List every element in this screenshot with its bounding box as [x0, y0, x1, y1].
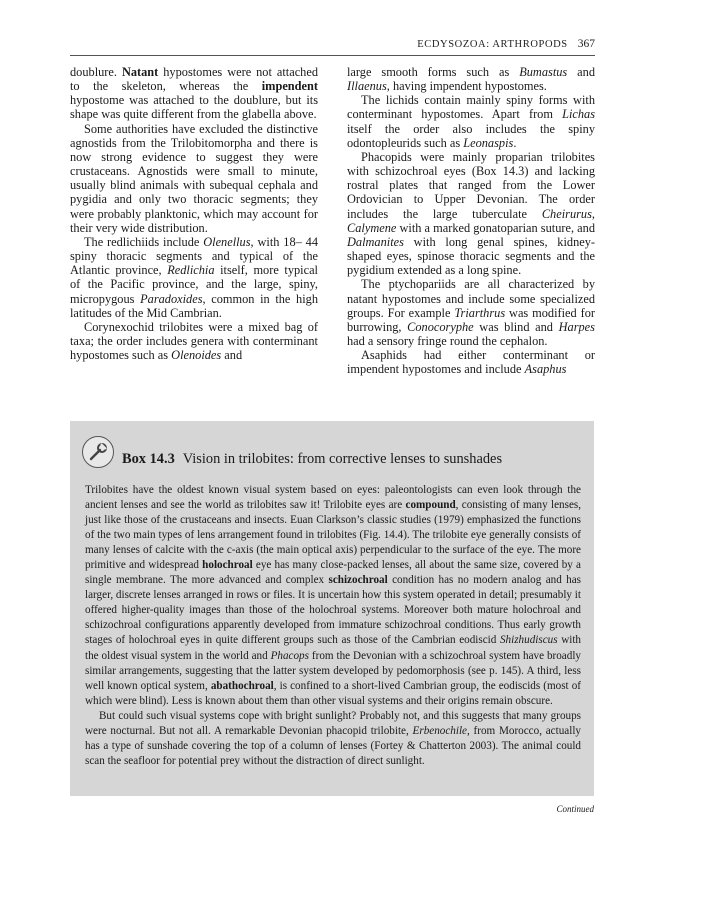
wrench-icon	[82, 436, 114, 468]
header-rule	[70, 55, 595, 56]
paragraph: The ptychopariids are all characterized by natant hypostomes and include some specialized groups. For example Triarthrus was modified for burrowing, Conocoryphe was blind and Harpes had a sensory fringe round the cephalon.	[347, 277, 595, 348]
paragraph: But could such visual systems cope with bright sunlight? Probably not, and this suggests that many groups were nocturnal. But not all. A remarkable Devonian phacopid trilobite, Erbenochile, from Morocco, actually has a type of sunshade covering the top of a column of lenses (Fortey & Chatterton 2003). The animal could scan the seafloor for potential prey without the distraction of direct sunlight.	[85, 709, 582, 767]
box-title-text: Vision in trilobites: from corrective lenses to sunshades	[182, 450, 503, 467]
box-14-3	[70, 421, 594, 796]
paragraph: Trilobites have the oldest known visual system based on eyes: paleontologists can even look through the ancient lenses and see the world as trilobites saw it! Trilobite eyes are compound, consisting of many lenses, just like those of the crustaceans and insects. Euan Clarkson’s classic studies (1979) emphasized the functions of the two main types of lens arrangement found in trilobites (Fig. 14.4). The trilobite eye generally consists of many lenses of calcite with the c-axis (the main optical axis) perpendicular to the surface of the eye. The more primitive and widespread holochroal eye has many close-packed lenses, all about the same size, covered by a single membrane. The more advanced and complex schizochroal condition has no modern analog and has larger, discrete lenses arranged in rows or files. It is uncertain how this system operated in detail; presumably it offered higher-quality images than those of the holochroal systems. Moreover both mature holochroal and schizochroal configurations apparently developed from immature schizochroal conditions. Thus early growth stages of holochroal eyes in quite different groups such as those of the Cambrian eodiscid Shizhudiscus with the oldest visual system in the world and Phacops from the Devonian with a schizochroal system have broadly similar arrangements, suggesting that the latter system developed by pedomorphosis (see p. 145). A third, less well known optical system, abathochroal, is confined to a short-lived Cambrian group, the eodiscids (most of which were blind). Less is known about them than other visual systems and their origins remain obscure.	[85, 484, 582, 707]
paragraph: Corynexochid trilobites were a mixed bag of taxa; the order includes genera with conterminant hypostomes such as Olenoides and	[70, 319, 318, 363]
paragraph: Asaphids had either conterminant or impendent hypostomes and include Asaphus	[347, 348, 595, 377]
box-body	[85, 483, 581, 769]
paragraph: Phacopids were mainly proparian trilobites with schizochroal eyes (Box 14.3) and lacking rostral plates that ranged from the Lower Ordovician to Upper Devonian. The order includes the large tuberculate Cheirurus, Calymene with a marked gonatoparian suture, and Dalmanites with long genal spines, kidney-shaped eyes, spinose thoracic segments and the pygidium extended as a long spine.	[347, 149, 595, 278]
paragraph: doublure. Natant hypostomes were not attached to the skeleton, whereas the impendent hypostome was attached to the doublure, but its shape was quite different from the glabella above.	[70, 65, 318, 122]
left-column	[70, 65, 318, 362]
box-header	[82, 435, 502, 469]
continued-label: Continued	[556, 804, 594, 814]
page-number: 367	[577, 38, 595, 50]
right-column	[347, 65, 595, 376]
box-title	[122, 451, 502, 468]
paragraph: Some authorities have excluded the distinctive agnostids from the Trilobitomorpha and there is now strong evidence to suggest they were crustaceans. Agnostids were small to minute, usually blind animals with subequal cephala and pygidia and only two thoracic segments; they were probably planktonic, which may account for their very wide distribution.	[70, 121, 318, 235]
paragraph: The redlichiids include Olenellus, with 18– 44 spiny thoracic segments and typical of the Atlantic province, Redlichia itself, more typical of the Pacific province, and the large, spiny, micropygous Paradoxides, common in the high latitudes of the Mid Cambrian.	[70, 234, 318, 320]
box-number: Box 14.3	[122, 450, 175, 467]
running-title: ECDYSOZOA: ARTHROPODS	[417, 39, 568, 50]
paragraph: large smooth forms such as Bumastus and Illaenus, having impendent hypostomes.	[347, 65, 595, 94]
paragraph: The lichids contain mainly spiny forms with conterminant hypostomes. Apart from Lichas itself the order also includes the spiny odontopleurids such as Leonaspis.	[347, 93, 595, 150]
